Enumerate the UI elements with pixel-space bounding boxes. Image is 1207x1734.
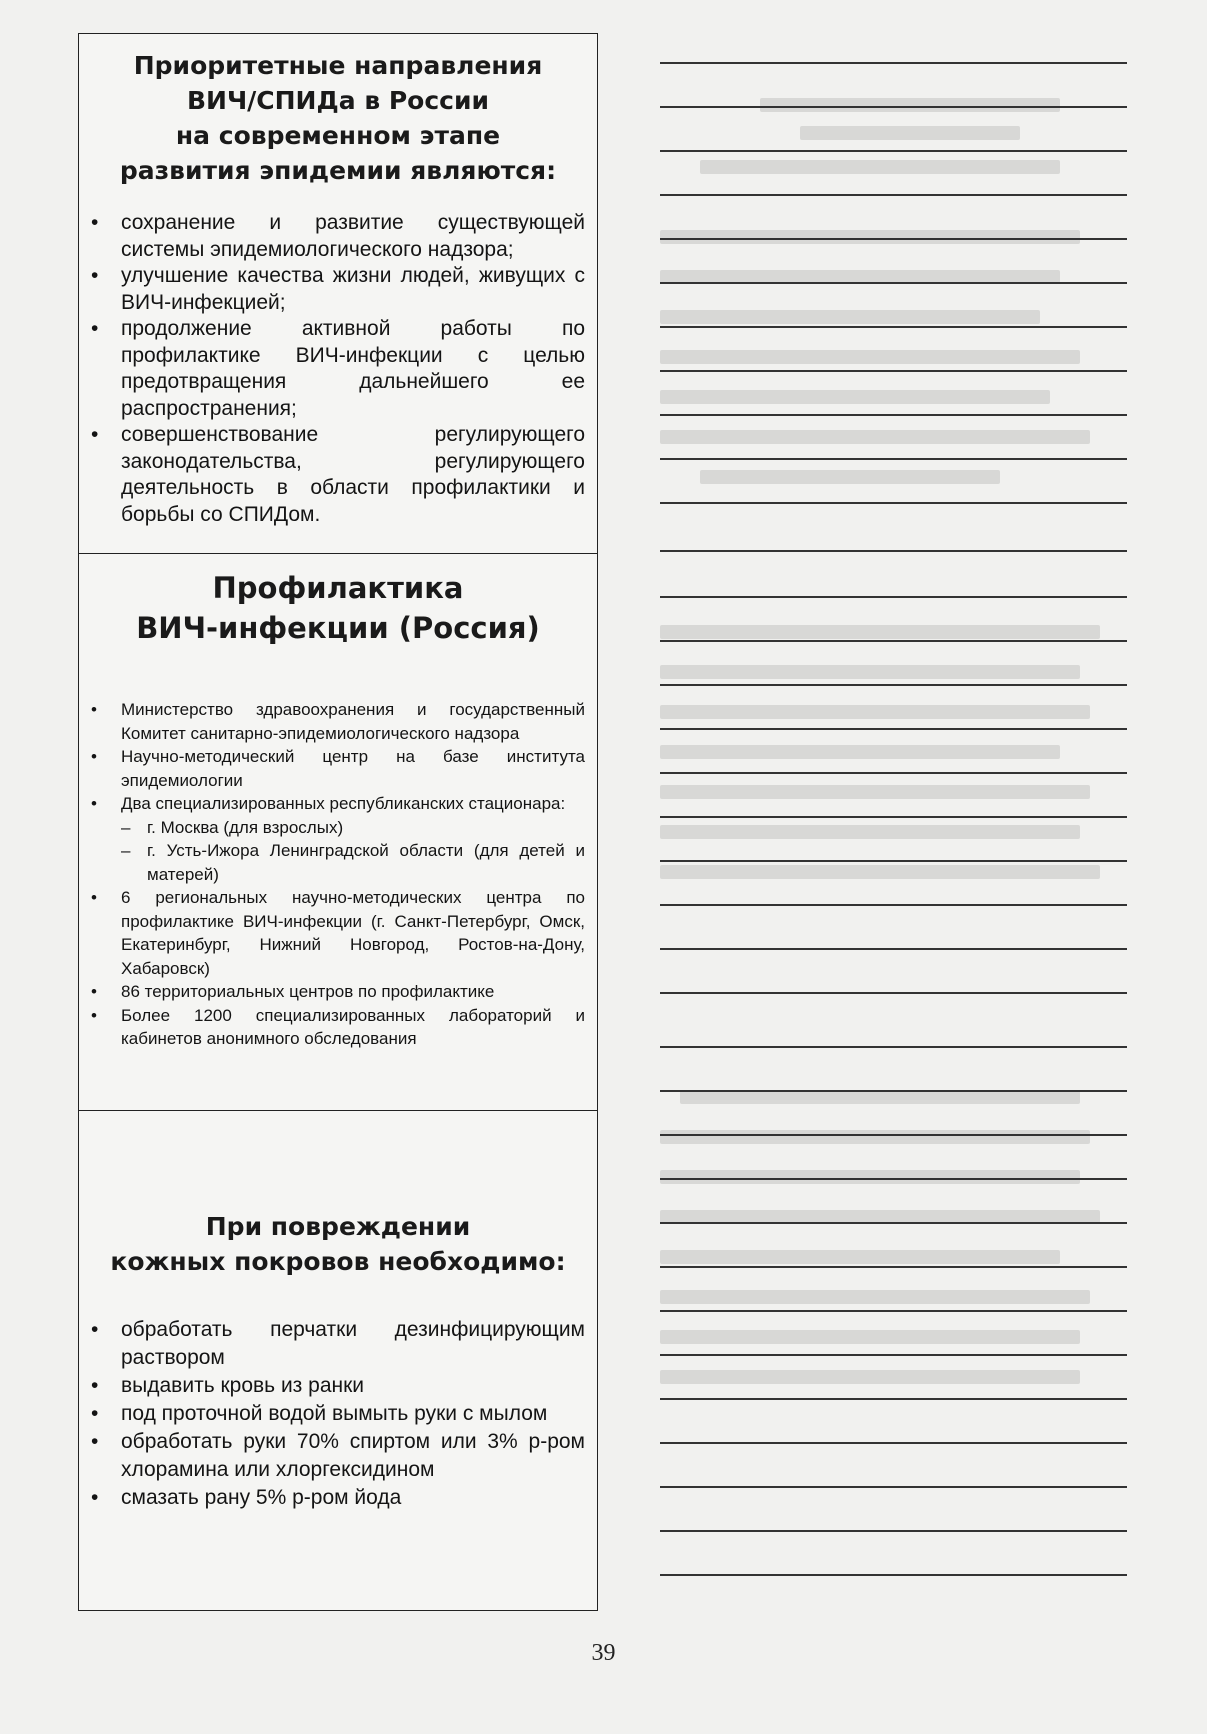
rule-line xyxy=(660,282,1127,284)
rule-line xyxy=(660,1046,1127,1048)
skin-injury-section xyxy=(79,1111,597,1610)
rule-line xyxy=(660,640,1127,642)
list-item: • 6 региональных научно-методических центра по профилактике ВИЧ-инфекции (г. Санкт-Петербург, Омск, Екатеринбург, Нижний Новгород, Ростов-на-Дону, Хабаровск) xyxy=(79,886,585,980)
rule-line xyxy=(660,1442,1127,1444)
prevention-section xyxy=(79,554,597,1111)
list-item: • сохранение и развитие существующей системы эпидемиологического надзора; xyxy=(79,210,585,263)
skin-injury-title-line: При повреждении xyxy=(205,1212,471,1241)
rule-line xyxy=(660,326,1127,328)
list-item: • Министерство здравоохранения и государственный Комитет санитарно-эпидемиологического надзора xyxy=(79,698,585,745)
list-item: • обработать перчатки дезинфицирующим раствором xyxy=(79,1316,585,1372)
rule-line xyxy=(660,1134,1127,1136)
list-item: • обработать руки 70% спиртом или 3% р-ром хлорамина или хлоргексидином xyxy=(79,1428,585,1484)
rule-line xyxy=(660,596,1127,598)
rule-line xyxy=(660,62,1127,64)
rule-line xyxy=(660,106,1127,108)
rule-line xyxy=(660,1266,1127,1268)
rule-line xyxy=(660,1178,1127,1180)
rule-line xyxy=(660,1354,1127,1356)
rule-line xyxy=(660,948,1127,950)
priorities-title xyxy=(79,48,597,188)
rule-line xyxy=(660,1530,1127,1532)
rule-line xyxy=(660,772,1127,774)
priorities-title-line: развития эпидемии являются: xyxy=(119,156,557,185)
prevention-title-line: ВИЧ-инфекции (Россия) xyxy=(136,611,540,645)
list-item: • совершенствование регулирующего законодательства, регулирующего деятельность в области профилактики и борьбы со СПИДом. xyxy=(79,422,585,528)
skin-injury-title xyxy=(79,1209,597,1279)
skin-injury-title-line: кожных покровов необходимо: xyxy=(110,1247,566,1276)
list-item: • Научно-методический центр на базе института эпидемиологии xyxy=(79,745,585,792)
list-item: • смазать рану 5% р-ром йода xyxy=(79,1484,585,1512)
rule-line xyxy=(660,1090,1127,1092)
rule-line xyxy=(660,1222,1127,1224)
rule-line xyxy=(660,816,1127,818)
prevention-title-line: Профилактика xyxy=(212,571,464,605)
rule-line xyxy=(660,1486,1127,1488)
rule-line xyxy=(660,550,1127,552)
rule-line xyxy=(660,194,1127,196)
prevention-list xyxy=(79,698,585,1051)
rule-line xyxy=(660,1398,1127,1400)
list-item xyxy=(79,792,585,886)
list-item: • выдавить кровь из ранки xyxy=(79,1372,585,1400)
priorities-title-line: Приоритетные направления xyxy=(133,51,543,80)
rule-line xyxy=(660,904,1127,906)
content-panel xyxy=(78,33,598,1611)
list-item: • улучшение качества жизни людей, живущих с ВИЧ-инфекцией; xyxy=(79,263,585,316)
list-item: • Более 1200 специализированных лабораторий и кабинетов анонимного обследования xyxy=(79,1004,585,1051)
list-item: • 86 территориальных центров по профилактике xyxy=(79,980,585,1004)
sublist-item: – г. Москва (для взрослых) xyxy=(121,816,585,840)
list-item-text: Два специализированных республиканских стационара: xyxy=(121,794,566,813)
rule-line xyxy=(660,992,1127,994)
rule-line xyxy=(660,150,1127,152)
rule-line xyxy=(660,502,1127,504)
rule-line xyxy=(660,728,1127,730)
rule-line xyxy=(660,1310,1127,1312)
list-item: • под проточной водой вымыть руки с мылом xyxy=(79,1400,585,1428)
priorities-title-line: ВИЧ/СПИДа в России xyxy=(186,86,490,115)
rule-line xyxy=(660,860,1127,862)
bleed-through-text xyxy=(640,80,1130,1420)
list-item: • продолжение активной работы по профилактике ВИЧ-инфекции с целью предотвращения дальнейшего ее распространения; xyxy=(79,316,585,422)
rule-line xyxy=(660,414,1127,416)
priorities-title-line: на современном этапе xyxy=(175,121,501,150)
rule-line xyxy=(660,238,1127,240)
priorities-list xyxy=(79,210,585,528)
rule-line xyxy=(660,370,1127,372)
rule-line xyxy=(660,684,1127,686)
skin-injury-list xyxy=(79,1316,585,1512)
sublist-item: – г. Усть-Ижора Ленинградской области (для детей и матерей) xyxy=(121,839,585,886)
hospitals-sublist xyxy=(121,816,585,887)
page-number: 39 xyxy=(591,1640,616,1666)
rule-line xyxy=(660,1574,1127,1576)
prevention-title xyxy=(79,568,597,648)
rule-line xyxy=(660,458,1127,460)
priorities-section xyxy=(79,34,597,554)
